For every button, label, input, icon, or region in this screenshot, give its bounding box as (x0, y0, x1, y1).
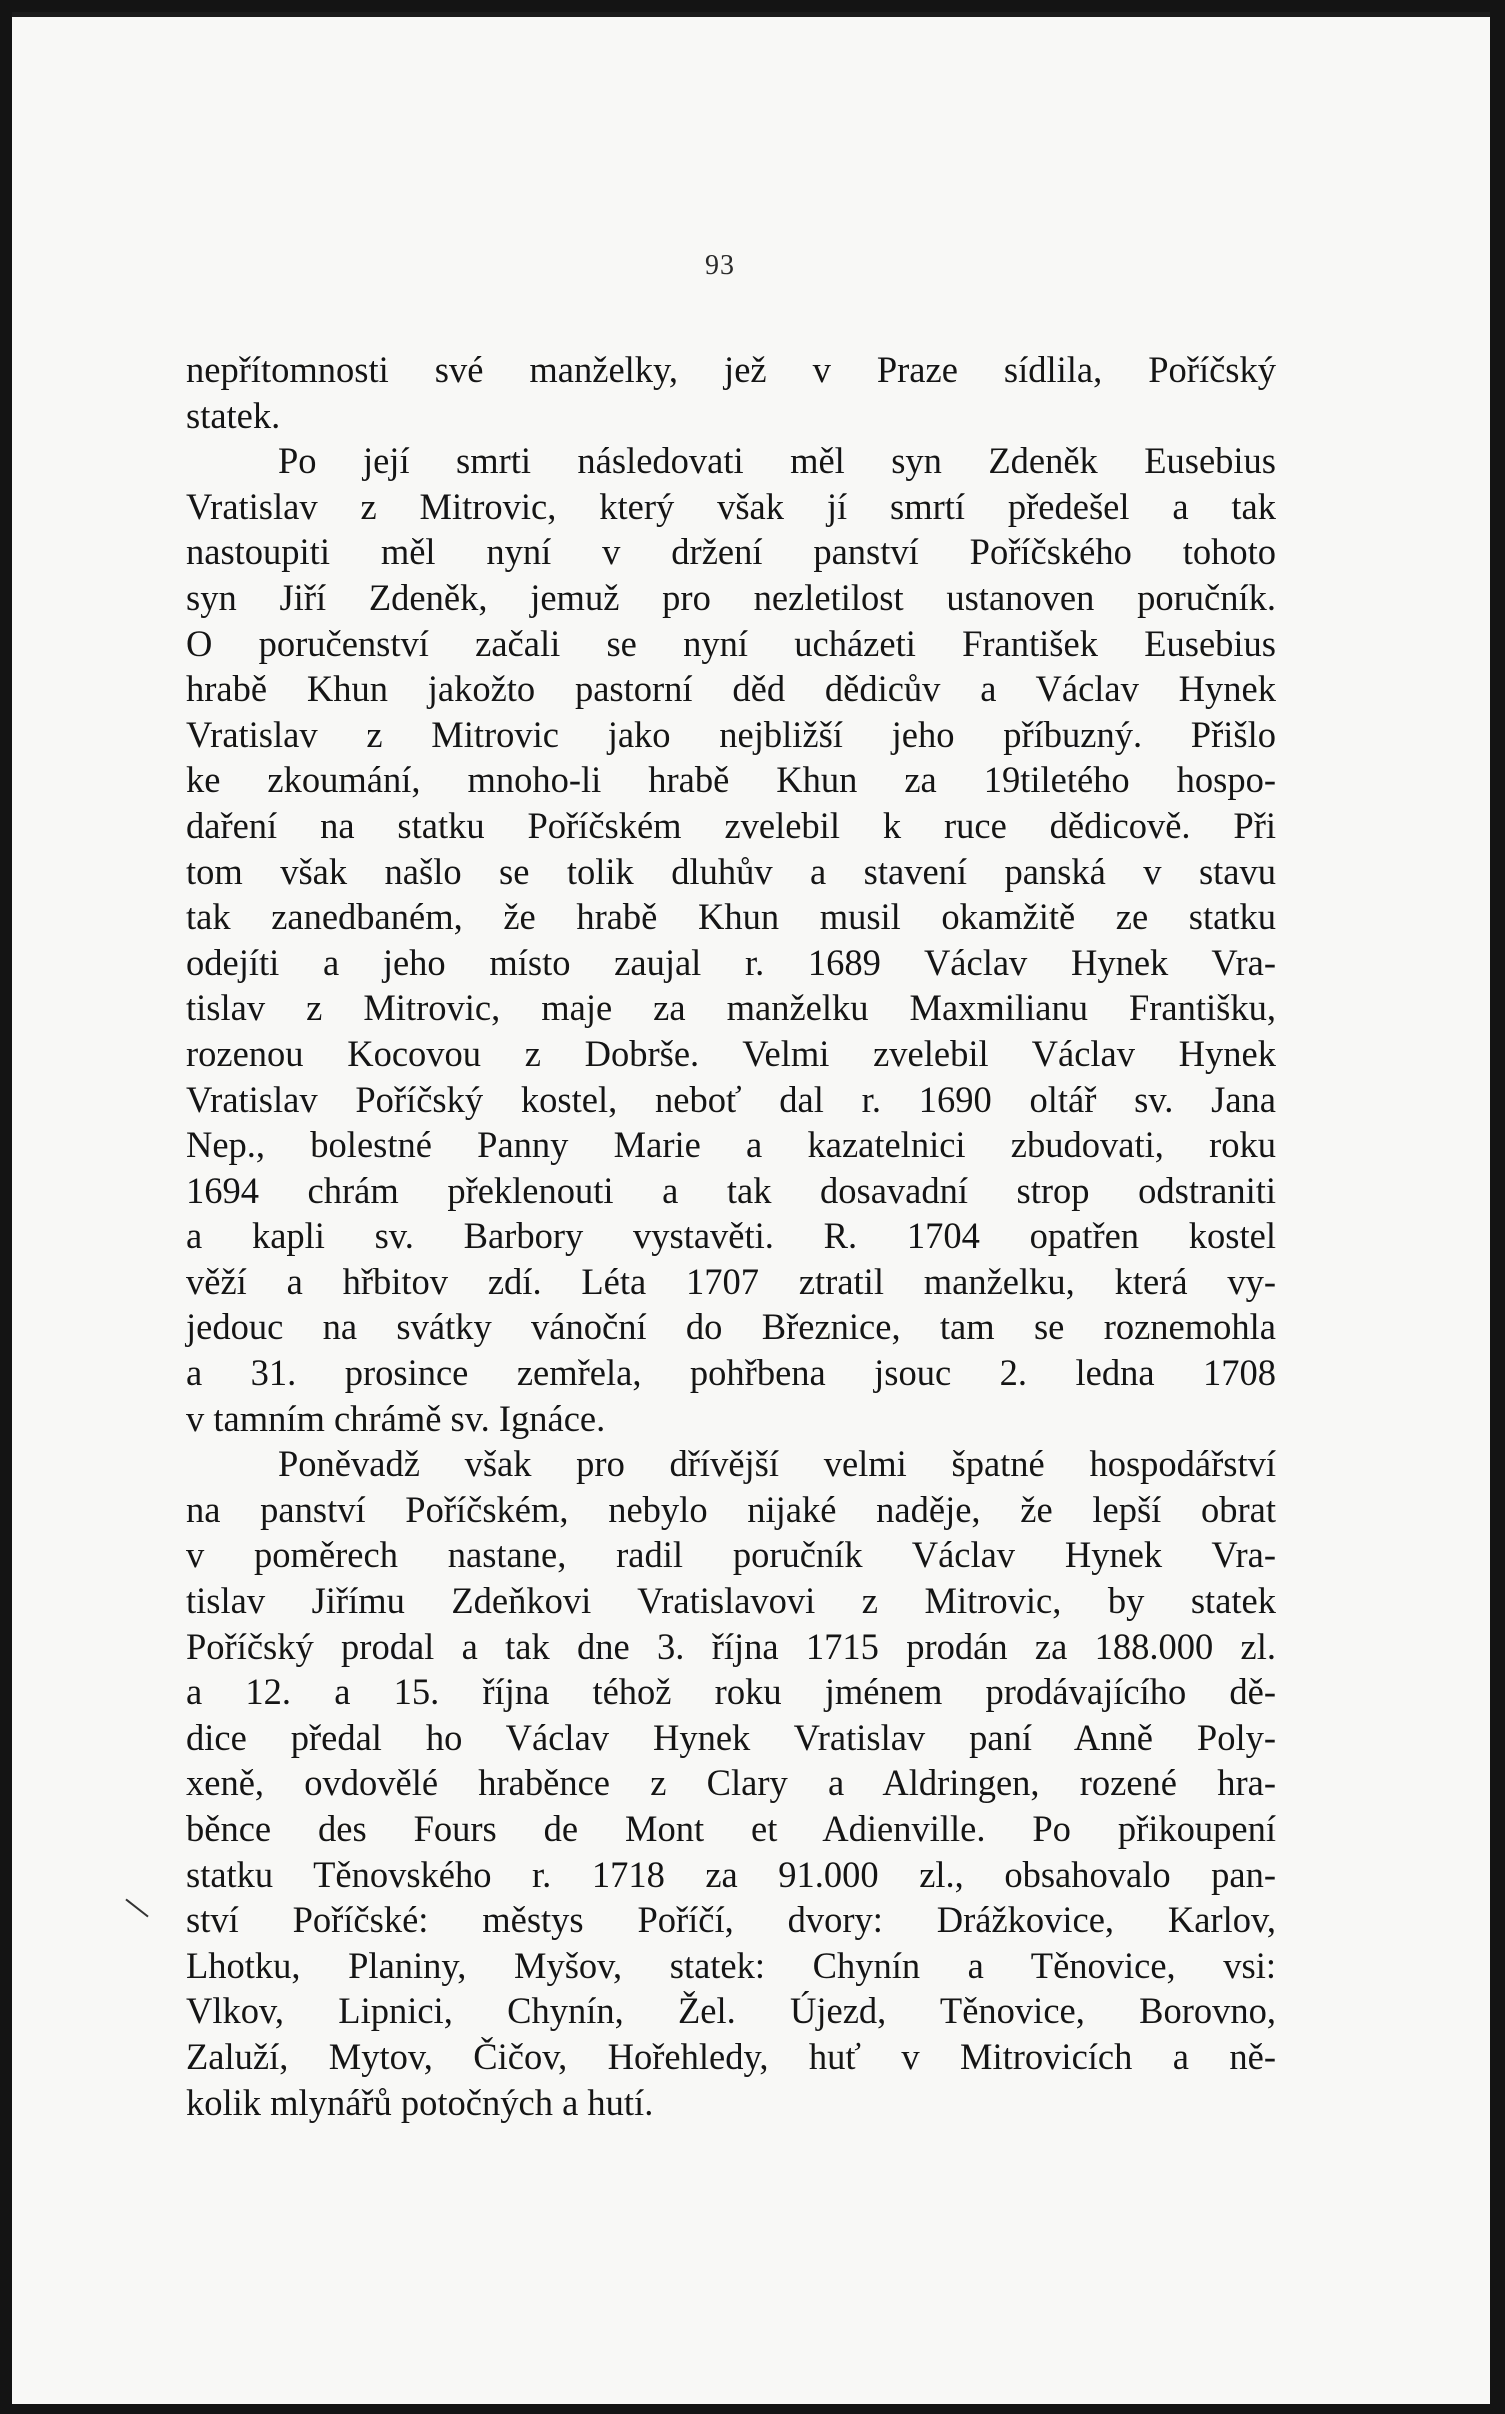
text-line: a 12. a 15. října téhož roku jménem prodávajícího dě- (186, 1671, 1276, 1713)
text-line: syn Jiří Zdeněk, jemuž pro nezletilost ustanoven poručník. (186, 576, 1276, 618)
text-line: nastoupiti měl nyní v držení panství Poříčského tohoto (186, 531, 1276, 573)
page-top-border (12, 12, 1490, 17)
book-page (12, 12, 1490, 2404)
text-line: Poněvadž však pro dřívější velmi špatné hospodářství (278, 1443, 1276, 1485)
text-line: rozenou Kocovou z Dobrše. Velmi zvelebil Václav Hynek (186, 1032, 1276, 1074)
text-line: na panství Poříčském, nebylo nijaké naděje, že lepší obrat (186, 1488, 1276, 1530)
text-line: věží a hřbitov zdí. Léta 1707 ztratil manželku, která vy- (186, 1260, 1276, 1302)
text-line: Po její smrti následovati měl syn Zdeněk Eusebius (278, 440, 1276, 482)
text-line: Vratislav z Mitrovic jako nejbližší jeho příbuzný. Přišlo (186, 713, 1276, 755)
text-line: Lhotku, Planiny, Myšov, statek: Chynín a Těnovice, vsi: (186, 1944, 1276, 1986)
text-line: v poměrech nastane, radil poručník Václav Hynek Vra- (186, 1534, 1276, 1576)
text-line: statek. (186, 394, 281, 436)
text-line: Vratislav z Mitrovic, který však jí smrtí předešel a tak (186, 485, 1276, 527)
text-line: tom však našlo se tolik dluhův a stavení panská v stavu (186, 850, 1276, 892)
text-line: v tamním chrámě sv. Ignáce. (186, 1397, 606, 1439)
stray-pencil-mark (125, 1899, 148, 1918)
text-line: a 31. prosince zemřela, pohřbena jsouc 2. ledna 1708 (186, 1352, 1276, 1394)
text-line: xeně, ovdovělé hraběnce z Clary a Aldringen, rozené hra- (186, 1762, 1276, 1804)
text-line: dice předal ho Václav Hynek Vratislav paní Anně Poly- (186, 1716, 1276, 1758)
body-text (186, 347, 1276, 2125)
text-line: O poručenství začali se nyní ucházeti František Eusebius (186, 622, 1276, 664)
text-line: odejíti a jeho místo zaujal r. 1689 Václav Hynek Vra- (186, 941, 1276, 983)
text-line: Poříčský prodal a tak dne 3. října 1715 prodán za 188.000 zl. (186, 1625, 1276, 1667)
text-line: a kapli sv. Barbory vystavěti. R. 1704 opatřen kostel (186, 1215, 1276, 1257)
text-line: tislav z Mitrovic, maje za manželku Maxmilianu Františku, (186, 987, 1276, 1029)
text-line: kolik mlynářů potočných a hutí. (186, 2081, 654, 2123)
text-line: jedouc na svátky vánoční do Březnice, tam se roznemohla (186, 1306, 1276, 1348)
text-line: ke zkoumání, mnoho-li hrabě Khun za 19tiletého hospo- (186, 759, 1276, 801)
text-line: hrabě Khun jakožto pastorní děd dědicův a Václav Hynek (186, 668, 1276, 710)
text-line: daření na statku Poříčském zvelebil k ruce dědicově. Při (186, 804, 1276, 846)
text-line: ství Poříčské: městys Poříčí, dvory: Drážkovice, Karlov, (186, 1899, 1276, 1941)
text-line: Zaluží, Mytov, Čičov, Hořehledy, huť v Mitrovicích a ně- (186, 2035, 1276, 2077)
text-line: nepřítomnosti své manželky, jež v Praze sídlila, Poříčský (186, 349, 1276, 390)
page-number: 93 (705, 250, 735, 281)
text-line: tak zanedbaném, že hrabě Khun musil okamžitě ze statku (186, 896, 1276, 938)
text-line: běnce des Fours de Mont et Adienville. Po přikoupení (186, 1808, 1276, 1849)
text-line: Vratislav Poříčský kostel, neboť dal r. 1690 oltář sv. Jana (186, 1078, 1276, 1120)
text-line: tislav Jiřímu Zdeňkovi Vratislavovi z Mitrovic, by statek (186, 1580, 1276, 1622)
text-line: Vlkov, Lipnici, Chynín, Žel. Újezd, Těnovice, Borovno, (186, 1990, 1276, 2032)
text-line: statku Těnovského r. 1718 za 91.000 zl., obsahovalo pan- (186, 1853, 1276, 1895)
text-line: 1694 chrám překlenouti a tak dosavadní strop odstraniti (186, 1169, 1276, 1211)
text-line: Nep., bolestné Panny Marie a kazatelnici zbudovati, roku (186, 1124, 1276, 1166)
